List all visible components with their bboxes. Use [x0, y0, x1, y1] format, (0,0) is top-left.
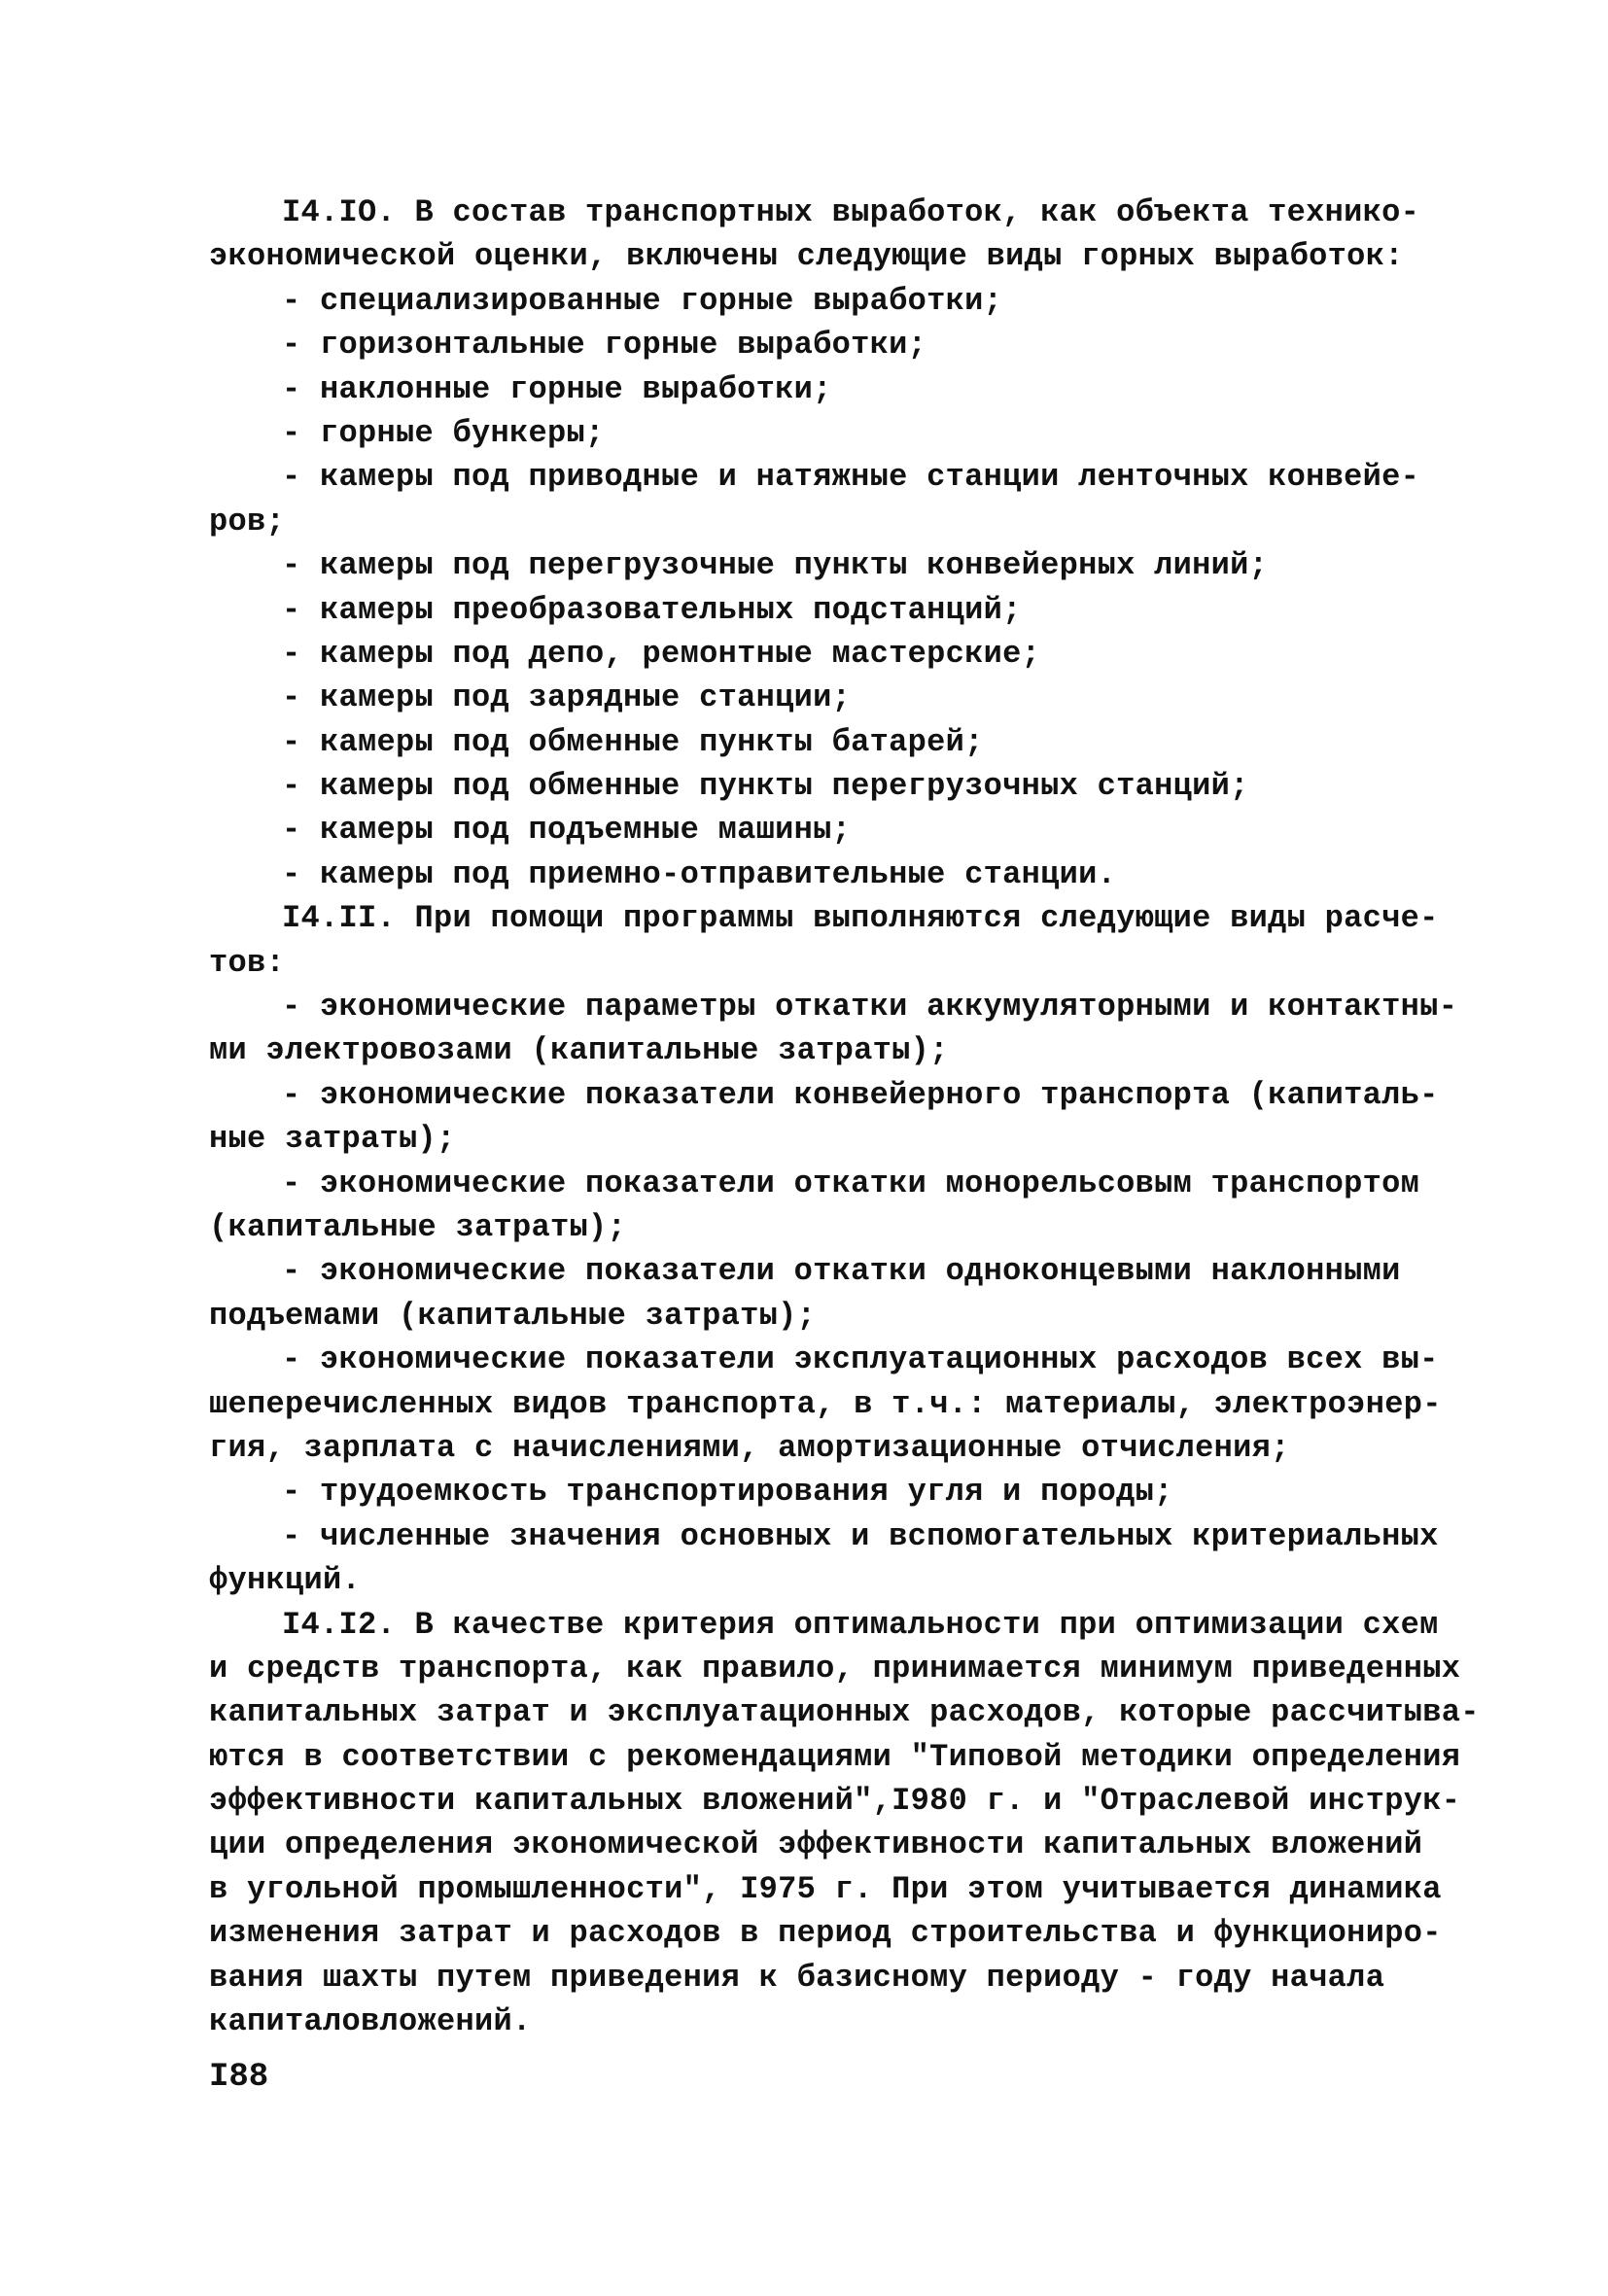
list-item: - камеры преобразовательных подстанций; [282, 591, 1022, 628]
list-item: - экономические показатели откатки монорельсовым транспортом [282, 1165, 1420, 1201]
list-item: - экономические показатели эксплуатационных расходов всех вы- [282, 1341, 1439, 1378]
list-item: - камеры под зарядные станции; [282, 679, 852, 716]
paragraph-14-12-line: и средств транспорта, как правило, принимается минимум приведенных [209, 1650, 1461, 1687]
paragraph-14-12-line: вания шахты путем приведения к базисному периоду - году начала [209, 1959, 1385, 1996]
list-item-continuation: шеперечисленных видов транспорта, в т.ч.: материалы, электроэнер- [209, 1385, 1442, 1422]
paragraph-14-12-line: в угольной промышленности", I975 г. При этом учитывается динамика [209, 1870, 1442, 1907]
list-item: - экономические показатели конвейерного транспорта (капиталь- [282, 1076, 1439, 1113]
list-item-continuation: (капитальные затраты); [209, 1208, 627, 1245]
list-item: - камеры под депо, ремонтные мастерские; [282, 635, 1041, 672]
paragraph-14-12-line: эффективности капитальных вложений",I980 г. и "Отраслевой инструк- [209, 1783, 1461, 1820]
list-item: - численные значения основных и вспомогательных критериальных [282, 1517, 1439, 1554]
paragraph-14-12-line: ции определения экономической эффективности капитальных вложений [209, 1826, 1423, 1863]
paragraph-14-12-line: ются в соответствии с рекомендациями "Типовой методики определения [209, 1738, 1461, 1775]
list-item: - горные бункеры; [282, 414, 605, 451]
list-item: - камеры под перегрузочные пункты конвейерных линий; [282, 547, 1269, 584]
list-item-continuation: ми электровозами (капитальные затраты); [209, 1032, 949, 1069]
list-item-continuation: ные затраты); [209, 1121, 456, 1158]
list-item-continuation: функций. [209, 1562, 362, 1599]
list-item: - наклонные горные выработки; [282, 370, 832, 407]
list-item: - камеры под обменные пункты перегрузочных станций; [282, 768, 1249, 805]
paragraph-14-12-line: капитальных затрат и эксплуатационных расходов, которые рассчитыва- [209, 1694, 1480, 1731]
list-item: - специализированные горные выработки; [282, 282, 1003, 319]
list-item: - камеры под подъемные машины; [282, 812, 852, 849]
paragraph-14-12-line: изменения затрат и расходов в период строительства и функциониро- [209, 1915, 1442, 1952]
paragraph-14-11-line-2: тов: [209, 944, 286, 981]
paragraph-14-12-line: капиталовложений. [209, 2003, 532, 2040]
list-item: - камеры под приемно-отправительные станции. [282, 855, 1117, 892]
list-item-continuation: ров; [209, 503, 286, 539]
paragraph-14-12-line: I4.I2. В качестве критерия оптимальности при оптимизации схем [282, 1606, 1439, 1643]
list-item-continuation: гия, зарплата с начислениями, амортизационные отчисления; [209, 1429, 1290, 1466]
list-item: - горизонтальные горные выработки; [282, 327, 927, 364]
list-item: - трудоемкость транспортирования угля и породы; [282, 1474, 1173, 1511]
list-item-continuation: подъемами (капитальные затраты); [209, 1297, 817, 1334]
paragraph-14-10-line-2: экономической оценки, включены следующие виды горных выработок: [209, 238, 1404, 275]
document-page [209, 191, 1480, 2043]
page-number: I88 [209, 2059, 269, 2096]
list-item: - экономические показатели откатки одноконцевыми наклонными [282, 1253, 1401, 1290]
paragraph-14-11-line-1: I4.II. При помощи программы выполняются следующие виды расче- [282, 900, 1439, 937]
paragraph-14-10-line-1: I4.IO. В состав транспортных выработок, как объекта технико- [282, 194, 1420, 230]
list-item: - экономические параметры откатки аккумуляторными и контактны- [282, 989, 1458, 1026]
list-item: - камеры под приводные и натяжные станции ленточных конвейе- [282, 459, 1420, 496]
list-item: - камеры под обменные пункты батарей; [282, 723, 984, 760]
